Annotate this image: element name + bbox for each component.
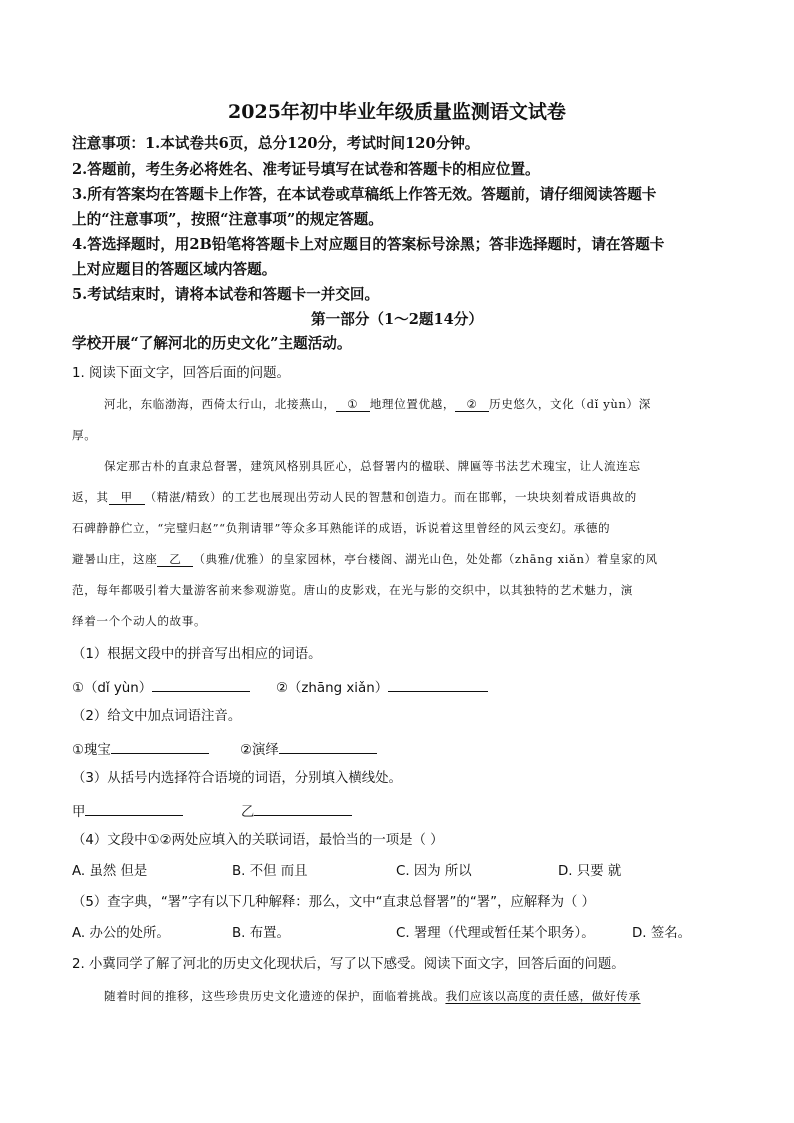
option-c[interactable]: C. 署理（代理或暂任某个职务）。 xyxy=(396,926,595,941)
blank-2: ② xyxy=(455,399,489,412)
answer-blank[interactable] xyxy=(388,679,488,692)
answer-label: ②（zhāng xiǎn） xyxy=(276,681,389,696)
sub-question-2: （2）给文中加点词语注音。 xyxy=(72,709,242,724)
sub-question-2-answer-b xyxy=(240,741,377,757)
notice-line-1: 注意事项：1.本试卷共6页，总分120分，考试时间120分钟。 xyxy=(72,135,480,152)
passage-text: 河北，东临渤海，西倚太行山，北接燕山， xyxy=(104,397,336,411)
option-a[interactable]: A. 办公的处所。 xyxy=(72,926,170,941)
passage-2-line-5: 范，每年都吸引着大量游客前来参观游览。唐山的皮影戏，在光与影的交织中，以其独特的艺术魅力，演 xyxy=(72,583,633,597)
blank-1: ① xyxy=(336,399,370,412)
question-2-prompt: 2. 小冀同学了解了河北的历史文化现状后，写了以下感受。阅读下面文字，回答后面的问题。 xyxy=(72,957,625,972)
answer-label: ①瑰宝 xyxy=(72,743,111,758)
passage-2-line-6: 绎着一个个动人的故事。 xyxy=(72,614,207,628)
passage-2-line-1: 保定那古朴的直隶总督署，建筑风格别具匠心，总督署内的楹联、牌匾等书法艺术瑰宝，让人流连忘 xyxy=(104,459,641,473)
part-one-heading: 第一部分（1～2题14分） xyxy=(311,311,483,328)
option-d[interactable]: D. 只要 就 xyxy=(558,864,622,879)
passage-2-line-4 xyxy=(72,554,658,567)
notice-line-6: 上对应题目的答题区域内答题。 xyxy=(72,261,277,278)
sub-question-1-answer-a xyxy=(72,679,250,695)
answer-blank[interactable] xyxy=(111,741,209,754)
option-a[interactable]: A. 虽然 但是 xyxy=(72,864,148,879)
part-one-intro: 学校开展“了解河北的历史文化”主题活动。 xyxy=(72,335,352,352)
option-c[interactable]: C. 因为 所以 xyxy=(396,864,472,879)
question-1-prompt: 1. 阅读下面文字，回答后面的问题。 xyxy=(72,366,290,381)
blank-yi: 乙 xyxy=(157,554,193,567)
answer-blank[interactable] xyxy=(85,803,183,816)
notice-line-3: 3.所有答案均在答题卡上作答，在本试卷或草稿纸上作答无效。答题前，请仔细阅读答题卡 xyxy=(72,186,657,203)
passage-text: （典雅/优雅）的皇家园林，亭台楼阁、湖光山色，处处都（zhāng xiǎn）着皇家的风 xyxy=(193,552,658,566)
passage-2-line-2 xyxy=(72,492,637,505)
answer-label: ②演绎 xyxy=(240,743,279,758)
passage-text: 避暑山庄，这座 xyxy=(72,552,158,566)
answer-blank[interactable] xyxy=(254,803,352,816)
exam-title: 2025年初中毕业年级质量监测语文试卷 xyxy=(228,101,566,123)
answer-blank[interactable] xyxy=(152,679,250,692)
notice-line-4: 上的“注意事项”，按照“注意事项”的规定答题。 xyxy=(72,211,383,228)
answer-label: 乙 xyxy=(241,805,255,820)
notice-line-2: 2.答题前，考生务必将姓名、准考证号填写在试卷和答题卡的相应位置。 xyxy=(72,161,540,178)
option-b[interactable]: B. 不但 而且 xyxy=(232,864,308,879)
sub-question-3: （3）从括号内选择符合语境的词语，分别填入横线处。 xyxy=(72,771,402,786)
passage-2-line-3: 石碑静静伫立，“完璧归赵”“负荆请罪”等众多耳熟能详的成语，诉说着这里曾经的风云变幻。承德的 xyxy=(72,521,611,535)
sub-question-3-answer-yi xyxy=(241,803,352,819)
sub-question-1: （1）根据文段中的拼音写出相应的词语。 xyxy=(72,647,322,662)
passage-text: 随着时间的推移，这些珍贵历史文化遗迹的保护，面临着挑战。 xyxy=(104,989,446,1003)
option-b[interactable]: B. 布置。 xyxy=(232,926,290,941)
sub-question-1-answer-b xyxy=(276,679,488,695)
sub-question-2-answer-a xyxy=(72,741,209,757)
passage-text: 历史悠久，文化（dǐ yùn）深 xyxy=(489,397,651,411)
passage-text: 返，其 xyxy=(72,490,109,504)
underlined-sentence: 我们应该以高度的责任感，做好传承 xyxy=(445,989,641,1003)
answer-label: 甲 xyxy=(72,805,86,820)
option-d[interactable]: D. 签名。 xyxy=(632,926,691,941)
notice-line-5: 4.答选择题时，用2B铅笔将答题卡上对应题目的答案标号涂黑；答非选择题时，请在答题卡 xyxy=(72,236,665,253)
sub-question-4: （4）文段中①②两处应填入的关联词语，最恰当的一项是（ ） xyxy=(72,833,444,848)
answer-label: ①（dǐ yùn） xyxy=(72,681,153,696)
notice-line-7: 5.考试结束时，请将本试卷和答题卡一并交回。 xyxy=(72,286,380,303)
passage-1-line-1 xyxy=(104,399,651,412)
answer-blank[interactable] xyxy=(279,741,377,754)
passage-text: （精湛/精致）的工艺也展现出劳动人民的智慧和创造力。而在邯郸，一块块刻着成语典故的 xyxy=(144,490,637,504)
blank-jia: 甲 xyxy=(109,492,145,505)
passage-3-line-1 xyxy=(104,991,641,1003)
sub-question-5: （5）查字典，“署”字有以下几种解释：那么，文中“直隶总督署”的“署”，应解释为（ ） xyxy=(72,895,596,910)
sub-question-3-answer-jia xyxy=(72,803,183,819)
passage-1-line-2: 厚。 xyxy=(72,428,97,442)
passage-text: 地理位置优越， xyxy=(369,397,456,411)
